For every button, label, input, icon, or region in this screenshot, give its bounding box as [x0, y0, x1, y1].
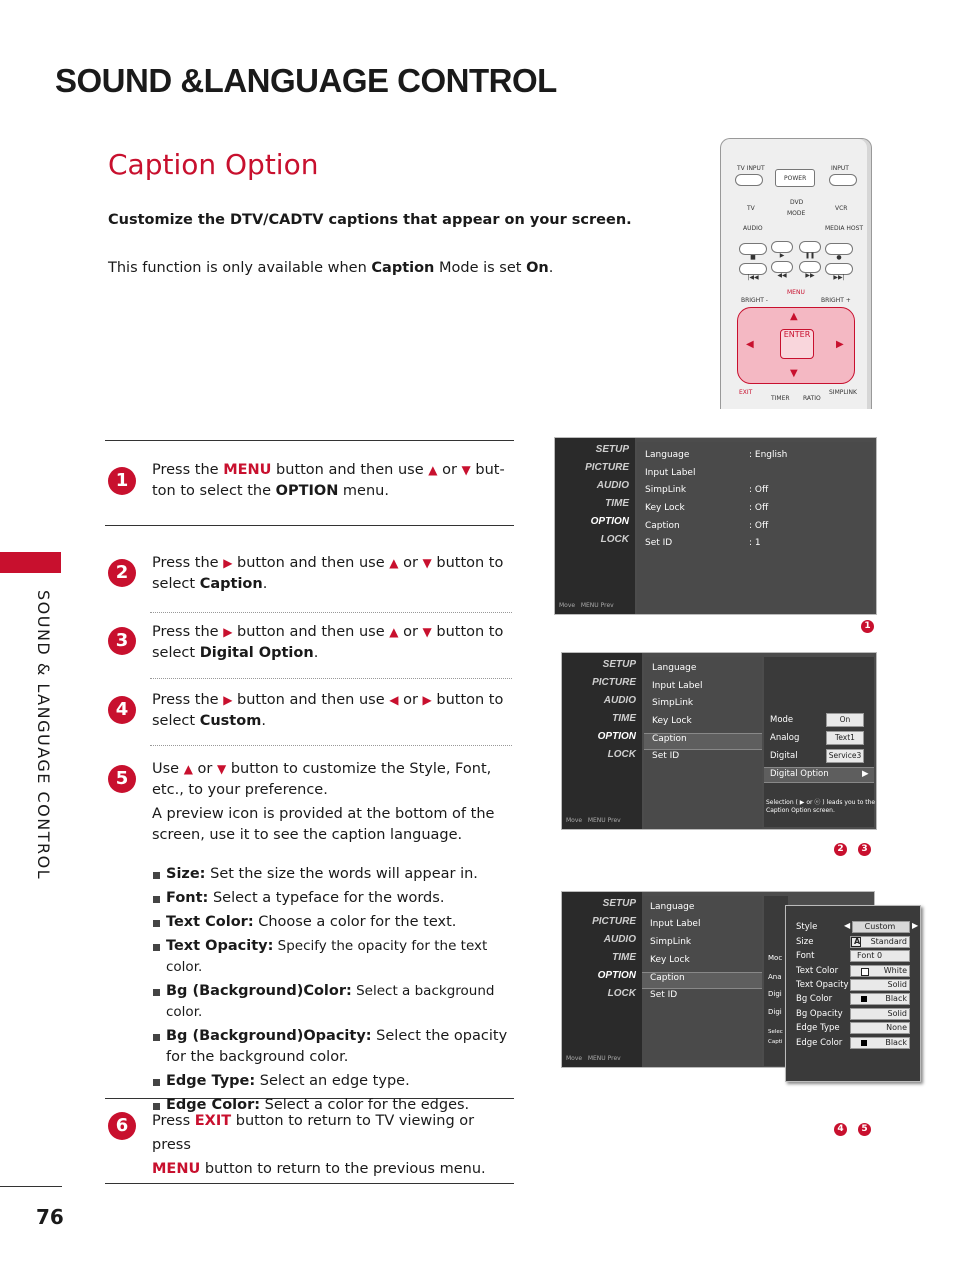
- input-button: [829, 174, 857, 186]
- menu-audio: AUDIO: [596, 480, 629, 491]
- step-5-text: [152, 759, 510, 846]
- list-item: [152, 864, 516, 885]
- bullet-icon: [153, 872, 160, 879]
- partial-label: Digi: [768, 990, 782, 998]
- dotted-divider: [150, 612, 512, 613]
- timer-label: TIMER: [771, 395, 790, 402]
- record-icon: ●: [836, 254, 842, 261]
- divider: [105, 1183, 514, 1184]
- option-row: [645, 485, 769, 495]
- row-label: Caption: [650, 973, 685, 983]
- text: .: [261, 713, 266, 729]
- sub-label: Mode: [770, 715, 794, 725]
- option-row: [645, 538, 761, 548]
- chevron-left-icon: ◀: [844, 921, 851, 930]
- osd-side-menu: [555, 438, 635, 614]
- feature-desc: Specify the opacity for the text color.: [166, 938, 488, 975]
- option-row: [645, 521, 769, 531]
- left-arrow-icon: ◀: [389, 693, 399, 707]
- caption-submenu: [764, 657, 874, 827]
- feature-term: Font:: [166, 890, 209, 906]
- digital-field: Service3: [826, 749, 864, 763]
- osd-side-menu: [562, 653, 642, 829]
- move-label: Move: [566, 817, 583, 824]
- remote-control: [720, 138, 872, 409]
- option-label: Text Opacity: [796, 980, 849, 990]
- feature-desc: Select the opacity for the background color.: [166, 1028, 508, 1065]
- row-label: SimpLink: [650, 937, 692, 947]
- color-swatch-icon: [861, 1040, 867, 1046]
- bullet-icon: [153, 944, 160, 951]
- text: button and then use: [232, 624, 390, 640]
- down-arrow-icon: ▼: [422, 556, 432, 570]
- right-arrow-icon: ▶: [223, 556, 233, 570]
- feature-desc: Select a typeface for the words.: [208, 890, 445, 906]
- feature-term: Size:: [166, 866, 206, 882]
- bright-plus-label: BRIGHT +: [821, 297, 851, 304]
- menu-lock: LOCK: [600, 534, 629, 545]
- row-label: Language: [645, 450, 690, 460]
- list-item: [152, 1071, 516, 1092]
- menu-setup: SETUP: [602, 898, 636, 909]
- record-button: [825, 243, 853, 261]
- row-label: SimpLink: [652, 698, 694, 708]
- text: button to: [431, 624, 504, 640]
- rewind-button: [771, 261, 793, 279]
- text: or: [398, 624, 423, 640]
- menu-audio: AUDIO: [603, 934, 636, 945]
- down-arrow-icon: ▼: [217, 762, 227, 776]
- text: select: [152, 713, 200, 729]
- feature-desc: Select a background color.: [166, 983, 495, 1020]
- feature-desc: Select a color for the edges.: [260, 1097, 470, 1113]
- row-label: Key Lock: [645, 503, 685, 513]
- menu-lock: LOCK: [607, 749, 636, 760]
- dvd-label: DVD: [790, 199, 804, 206]
- step-2-text: [152, 553, 510, 595]
- row-label: Set ID: [645, 538, 673, 548]
- next-icon: ▶▶|: [833, 274, 845, 281]
- row-label: Language: [650, 902, 695, 912]
- move-prev-hint: [559, 602, 614, 609]
- bullet-icon: [153, 1079, 160, 1086]
- text: ton to select the: [152, 483, 276, 499]
- figure-badge: 3: [858, 843, 871, 856]
- menu-setup: SETUP: [602, 659, 636, 670]
- feature-desc: Choose a color for the text.: [253, 914, 457, 930]
- option-label: Bg Opacity: [796, 1009, 843, 1019]
- text: button and then use: [271, 462, 429, 478]
- row-label: SimpLink: [645, 485, 687, 495]
- text: Use: [152, 761, 184, 777]
- text: button to return to the previous menu.: [200, 1161, 486, 1177]
- subtitle: Customize the DTV/CADTV captions that appear on your screen.: [108, 212, 632, 228]
- menu-option: OPTION: [597, 970, 636, 981]
- text: Press the: [152, 555, 224, 571]
- fast-forward-icon: ▶▶: [805, 272, 815, 279]
- step-3-text: [152, 622, 510, 664]
- menu-option: OPTION: [597, 731, 636, 742]
- target-custom: Custom: [199, 713, 262, 729]
- text: Press the: [152, 692, 224, 708]
- figure-badge: 2: [834, 843, 847, 856]
- text: select: [152, 576, 200, 592]
- text: A preview icon is provided at the bottom of the: [152, 806, 495, 822]
- text: but-: [470, 462, 505, 478]
- mode-field: On: [826, 713, 864, 727]
- feature-term: Text Color:: [166, 914, 254, 930]
- text: or: [192, 761, 217, 777]
- menu-key: MENU: [223, 462, 272, 478]
- menu-audio: AUDIO: [603, 695, 636, 706]
- text-color-field: [850, 965, 910, 977]
- dotted-divider: [150, 678, 512, 679]
- step-number: 5: [108, 765, 136, 793]
- row-value: : English: [749, 450, 788, 460]
- text: button to return to TV viewing or press: [152, 1113, 475, 1153]
- up-arrow-icon: ▲: [428, 463, 438, 477]
- text: Press the: [152, 624, 224, 640]
- figure-badge: 5: [858, 1123, 871, 1136]
- side-label: SOUND & LANGUAGE CONTROL: [34, 590, 53, 881]
- step-number: 1: [108, 467, 136, 495]
- bullet-icon: [153, 989, 160, 996]
- osd-side-menu: [562, 892, 642, 1067]
- osd-screen-caption-menu: [561, 652, 877, 830]
- text: Press: [152, 1113, 195, 1129]
- step-4-text: [152, 690, 510, 732]
- dotted-divider: [150, 745, 512, 746]
- text-opacity-field: Solid: [850, 979, 910, 991]
- row-label: Input Label: [652, 681, 703, 691]
- partial-label: Moc: [768, 954, 783, 962]
- option-panel: [642, 896, 762, 1067]
- text: .: [313, 645, 319, 661]
- down-arrow-icon: ▼: [461, 463, 471, 477]
- caption-option-panel: [785, 905, 921, 1082]
- up-arrow-icon: ▲: [389, 556, 399, 570]
- power-button: [775, 169, 815, 187]
- tv-input-button: [735, 174, 763, 186]
- chevron-right-icon: ▶: [912, 921, 919, 930]
- menu-picture: PICTURE: [585, 462, 629, 473]
- menu-key: MENU: [152, 1161, 201, 1177]
- partial-label: Selec: [768, 1029, 783, 1035]
- row-label: Key Lock: [650, 955, 690, 965]
- menu-picture: PICTURE: [592, 677, 636, 688]
- prev-icon: |◀◀: [747, 274, 759, 281]
- dpad-up-icon: ▲: [790, 311, 798, 322]
- option-label: Font: [796, 951, 815, 961]
- feature-term: Edge Type:: [166, 1073, 256, 1089]
- bg-color-value: Black: [885, 994, 907, 1003]
- next-button: [825, 263, 853, 281]
- bullet-icon: [153, 896, 160, 903]
- text: button to customize the Style, Font,: [226, 761, 492, 777]
- text: etc., to your preference.: [152, 782, 328, 798]
- option-label: Edge Type: [796, 1023, 840, 1033]
- list-item: [152, 888, 516, 909]
- row-label: Input Label: [650, 919, 701, 929]
- sub-label: Digital: [770, 751, 798, 761]
- row-value: : 1: [749, 538, 761, 548]
- input-label: INPUT: [831, 165, 849, 172]
- section-title: Caption Option: [108, 148, 319, 181]
- fast-forward-button: [799, 261, 821, 279]
- hint-text: Caption Option screen.: [766, 807, 835, 814]
- text: button and then use: [232, 555, 390, 571]
- enter-button: [780, 329, 814, 359]
- row-value: : Off: [749, 521, 769, 531]
- exit-label: EXIT: [739, 389, 753, 396]
- list-item: [152, 1026, 516, 1068]
- option-panel: [637, 442, 873, 614]
- media-host-label: MEDIA HOST: [825, 225, 864, 232]
- play-button: [771, 241, 793, 259]
- up-arrow-icon: ▲: [183, 762, 193, 776]
- tv-input-label: TV INPUT: [737, 165, 765, 172]
- row-label: Input Label: [645, 468, 696, 478]
- option-key: OPTION: [275, 483, 339, 499]
- bullet-icon: [153, 1034, 160, 1041]
- option-row: [645, 468, 695, 478]
- exit-key: EXIT: [194, 1113, 232, 1129]
- step-number: 4: [108, 696, 136, 724]
- option-row: [645, 503, 769, 513]
- option-label: Text Color: [796, 966, 839, 976]
- text-color-value: White: [883, 966, 907, 975]
- play-icon: ▶: [779, 252, 785, 259]
- analog-field: Text1: [826, 731, 864, 745]
- text: select: [152, 645, 200, 661]
- up-arrow-icon: ▲: [389, 625, 399, 639]
- stop-icon: ■: [750, 254, 756, 261]
- digital-option-label: Digital Option: [770, 769, 829, 779]
- row-label: Language: [652, 663, 697, 673]
- size-field: [850, 936, 910, 948]
- down-arrow-icon: ▼: [422, 625, 432, 639]
- partial-label: Ana: [768, 973, 782, 981]
- bg-color-field: [850, 993, 910, 1005]
- simplink-label: SIMPLINK: [829, 389, 857, 396]
- feature-term: Edge Color:: [166, 1097, 261, 1113]
- option-panel: [644, 657, 762, 829]
- dpad-left-icon: ◀: [746, 339, 754, 350]
- menu-picture: PICTURE: [592, 916, 636, 927]
- chevron-right-icon: ▶: [862, 769, 869, 779]
- stop-button: [739, 243, 767, 261]
- prev-button: [739, 263, 767, 281]
- menu-label: MENU: [787, 289, 805, 296]
- text: button to: [431, 692, 504, 708]
- style-field: Custom: [852, 921, 910, 933]
- prev-label: Prev: [607, 1055, 621, 1062]
- note-on: On: [526, 260, 549, 276]
- option-label: Bg Color: [796, 994, 833, 1004]
- text: button to: [431, 555, 504, 571]
- ratio-label: RATIO: [803, 395, 821, 402]
- menu-lock: LOCK: [607, 988, 636, 999]
- audio-label: AUDIO: [743, 225, 763, 232]
- step-number: 3: [108, 627, 136, 655]
- text: menu.: [338, 483, 389, 499]
- feature-list: [152, 864, 516, 1119]
- prev-label: Prev: [600, 602, 614, 609]
- enter-label: ENTER: [783, 330, 811, 339]
- menu-setup: SETUP: [595, 444, 629, 455]
- bright-minus-label: BRIGHT -: [741, 297, 768, 304]
- note-end: .: [548, 260, 554, 276]
- menu-chip: MENU: [580, 602, 599, 609]
- figure-badge: 4: [834, 1123, 847, 1136]
- move-prev-hint: [566, 817, 621, 824]
- step-number: 6: [108, 1112, 136, 1140]
- row-label: Caption: [645, 521, 680, 531]
- color-swatch-icon: [861, 968, 869, 976]
- size-value: Standard: [870, 937, 907, 946]
- right-arrow-icon: ▶: [422, 693, 432, 707]
- move-prev-hint: [566, 1055, 621, 1062]
- list-item: [152, 981, 516, 1023]
- text: or: [398, 692, 423, 708]
- step-6-text: [152, 1109, 510, 1181]
- osd-screen-option-menu: [554, 437, 877, 615]
- list-item: [152, 936, 516, 978]
- option-label: Edge Color: [796, 1038, 843, 1048]
- row-label: Caption: [652, 734, 687, 744]
- bullet-icon: [153, 920, 160, 927]
- pause-icon: ❚❚: [804, 252, 816, 259]
- edge-color-field: [850, 1037, 910, 1049]
- target-digital-option: Digital Option: [199, 645, 314, 661]
- font-field: Font 0: [850, 950, 910, 962]
- row-value: : Off: [749, 485, 769, 495]
- edge-color-value: Black: [885, 1038, 907, 1047]
- sub-label: Analog: [770, 733, 800, 743]
- figure-badge: 1: [861, 620, 874, 633]
- right-arrow-icon: ▶: [223, 625, 233, 639]
- dpad: [737, 307, 855, 384]
- feature-term: Bg (Background)Opacity:: [166, 1028, 372, 1044]
- feature-term: Bg (Background)Color:: [166, 983, 352, 999]
- side-tab: [0, 552, 61, 573]
- text: screen, use it to see the caption language.: [152, 827, 463, 843]
- step-number: 2: [108, 559, 136, 587]
- row-label: Key Lock: [652, 716, 692, 726]
- power-label: POWER: [784, 175, 807, 182]
- vcr-label: VCR: [835, 205, 848, 212]
- dpad-right-icon: ▶: [836, 339, 844, 350]
- move-label: Move: [566, 1055, 583, 1062]
- option-label: Style: [796, 922, 818, 932]
- text: Press the: [152, 462, 224, 478]
- menu-chip: MENU: [587, 1055, 606, 1062]
- target-caption: Caption: [199, 576, 263, 592]
- page-number-rule: [0, 1186, 62, 1187]
- color-swatch-icon: [861, 996, 867, 1002]
- pause-button: [799, 241, 821, 259]
- text: button and then use: [232, 692, 390, 708]
- menu-chip: MENU: [587, 817, 606, 824]
- move-label: Move: [559, 602, 576, 609]
- font-size-icon: A: [851, 937, 861, 947]
- mode-label: MODE: [787, 210, 806, 217]
- feature-term: Text Opacity:: [166, 938, 274, 954]
- text: or: [398, 555, 423, 571]
- option-label: Size: [796, 937, 814, 947]
- bg-opacity-field: Solid: [850, 1008, 910, 1020]
- edge-type-field: None: [850, 1022, 910, 1034]
- menu-time: TIME: [612, 713, 636, 724]
- row-label: Set ID: [652, 751, 680, 761]
- text: .: [262, 576, 268, 592]
- note-text: This function is only available when: [108, 260, 372, 276]
- page-number: 76: [36, 1205, 64, 1229]
- rewind-icon: ◀◀: [777, 272, 787, 279]
- partial-label: Capti: [768, 1039, 783, 1045]
- text: or: [437, 462, 462, 478]
- step-1-text: [152, 460, 510, 502]
- menu-time: TIME: [605, 498, 629, 509]
- option-row: [645, 450, 788, 460]
- row-value: : Off: [749, 503, 769, 513]
- note-caption: Caption: [371, 260, 435, 276]
- row-label: Set ID: [650, 990, 678, 1000]
- dpad-down-icon: ▼: [790, 368, 798, 379]
- note-text-mid: Mode is set: [434, 260, 527, 276]
- tv-label: TV: [747, 205, 755, 212]
- divider: [105, 440, 514, 441]
- prev-label: Prev: [607, 817, 621, 824]
- feature-desc: Select an edge type.: [255, 1073, 410, 1089]
- divider: [105, 525, 514, 526]
- page-title: SOUND &LANGUAGE CONTROL: [55, 62, 557, 99]
- menu-time: TIME: [612, 952, 636, 963]
- partial-label: Digi: [768, 1008, 782, 1016]
- list-item: [152, 912, 516, 933]
- right-arrow-icon: ▶: [223, 693, 233, 707]
- availability-note: [108, 260, 553, 276]
- feature-desc: Set the size the words will appear in.: [205, 866, 478, 882]
- menu-option: OPTION: [590, 516, 629, 527]
- hint-text: Selection ( ▶ or ⓔ ) leads you to the: [766, 799, 876, 806]
